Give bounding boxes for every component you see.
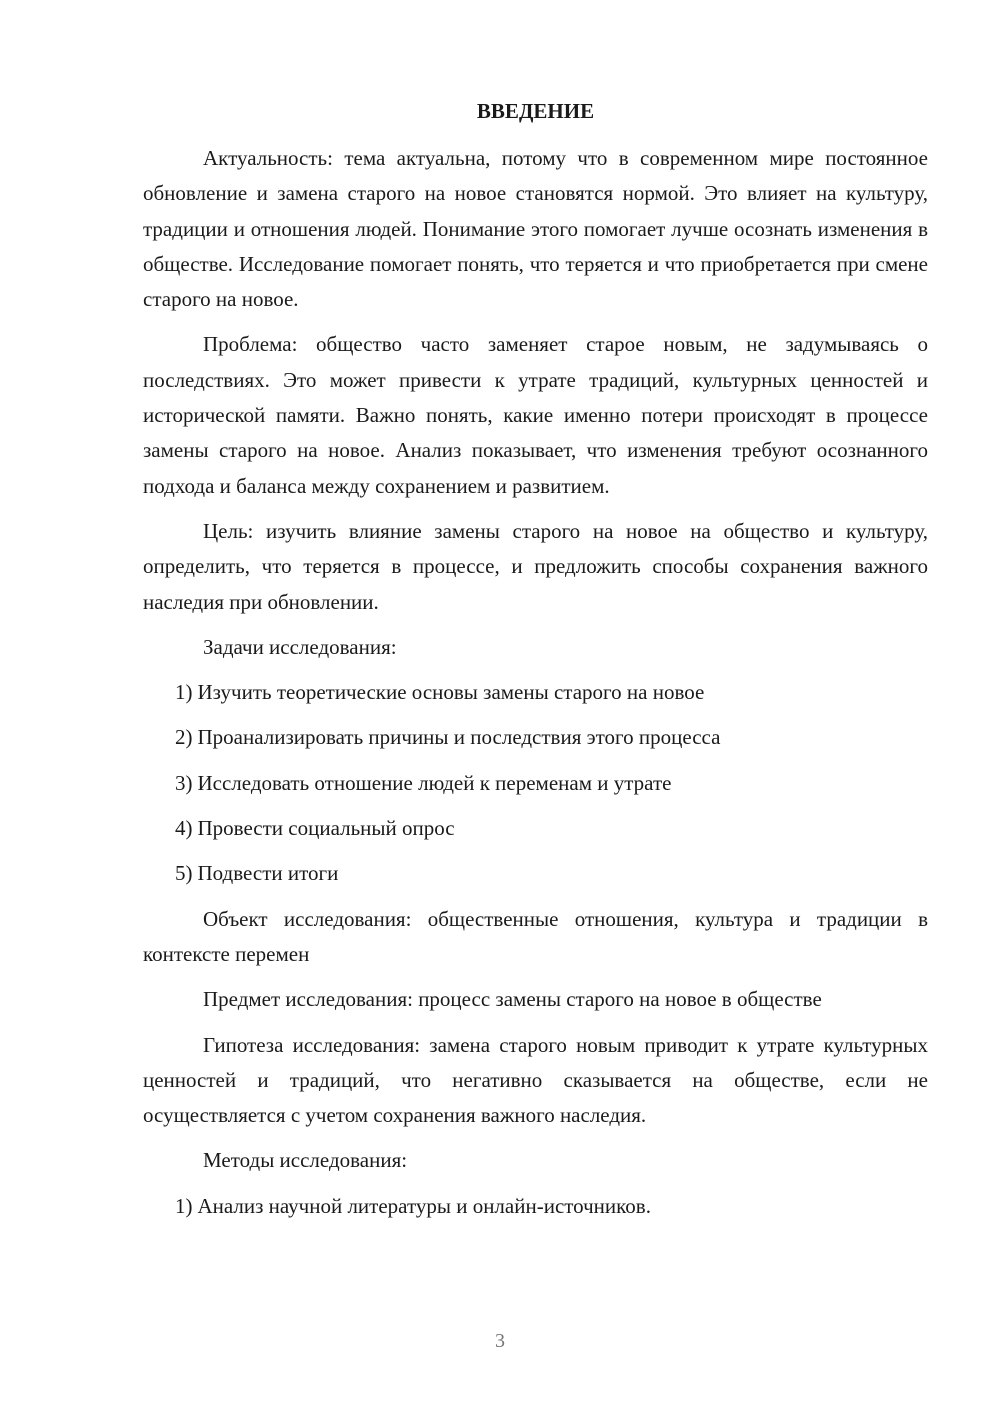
methods-heading: Методы исследования: bbox=[203, 1148, 408, 1173]
task-text: Проанализировать причины и последствия этого процесса bbox=[197, 725, 721, 750]
task-item bbox=[143, 856, 928, 891]
method-number: 1) bbox=[175, 1193, 193, 1218]
task-number: 1) bbox=[175, 680, 193, 705]
task-item bbox=[143, 766, 928, 801]
paragraph-hypothesis: Гипотеза исследования: замена старого новым приводит к утрате культурных ценностей и традиций, что негативно сказывается на обществе, если не осуществляется с учетом сохранения важного наследия. bbox=[143, 1032, 928, 1128]
section-title: ВВЕДЕНИЕ bbox=[476, 99, 595, 123]
paragraph-problem: Проблема: общество часто заменяет старое новым, не задумываясь о последствиях. Это может привести к утрате традиций, культурных ценностей и исторической памяти. Важно понять, какие именно потери происходят в процессе замены старого на новое. Анализ показывает, что изменения требуют осознанного подхода и баланса между сохранением и развитием. bbox=[143, 332, 928, 498]
task-text: Изучить теоретические основы замены старого на новое bbox=[197, 680, 705, 705]
task-number: 5) bbox=[175, 861, 193, 886]
task-number: 4) bbox=[175, 816, 193, 841]
method-text: Анализ научной литературы и онлайн-источников. bbox=[197, 1193, 651, 1218]
paragraph-goal: Цель: изучить влияние замены старого на новое на общество и культуру, определить, что теряется в процессе, и предложить способы сохранения важного наследия при обновлении. bbox=[143, 518, 928, 614]
task-item bbox=[143, 675, 928, 710]
task-number: 2) bbox=[175, 725, 193, 750]
task-number: 3) bbox=[175, 770, 193, 795]
method-item bbox=[143, 1189, 928, 1224]
paragraph-object: Объект исследования: общественные отношения, культура и традиции в контексте перемен bbox=[143, 906, 928, 966]
tasks-heading: Задачи исследования: bbox=[203, 634, 397, 659]
task-item bbox=[143, 720, 928, 755]
task-text: Провести социальный опрос bbox=[197, 816, 455, 841]
page-number: 3 bbox=[495, 1330, 505, 1352]
task-text: Исследовать отношение людей к переменам и утрате bbox=[197, 770, 672, 795]
page-content bbox=[143, 94, 928, 1234]
task-item bbox=[143, 811, 928, 846]
paragraph-subject: Предмет исследования: процесс замены старого на новое в обществе bbox=[203, 987, 822, 1012]
task-text: Подвести итоги bbox=[197, 861, 339, 886]
paragraph-relevance: Актуальность: тема актуальна, потому что в современном мире постоянное обновление и замена старого на новое становятся нормой. Это влияет на культуру, традиции и отношения людей. Понимание этого помогает лучше осознать изменения в обществе. Исследование помогает понять, что теряется и что приобретается при смене старого на новое. bbox=[143, 146, 928, 312]
